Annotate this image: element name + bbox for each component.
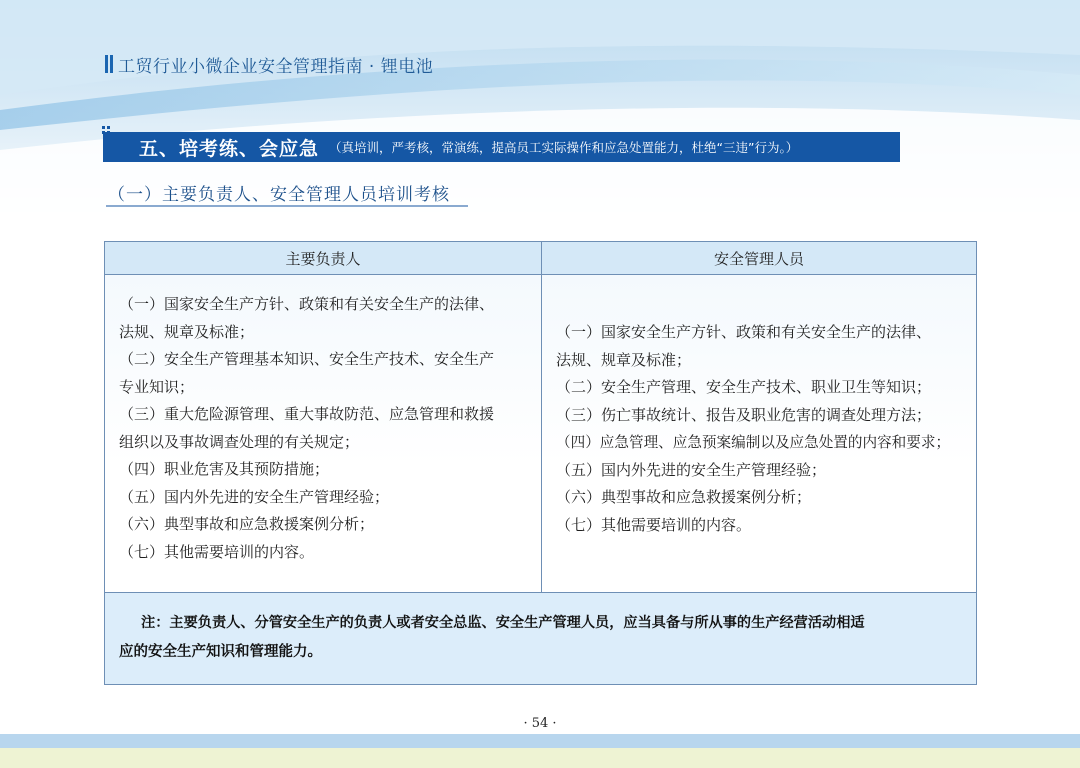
list-item: （二）安全生产管理基本知识、安全生产技术、安全生产 bbox=[119, 350, 495, 368]
list-item: 专业知识； bbox=[119, 377, 195, 396]
table-header-principal: 主要负责人 bbox=[105, 242, 542, 275]
running-header: 工贸行业小微企业安全管理指南 · 锂电池 bbox=[118, 57, 434, 77]
list-item: 组织以及事故调查处理的有关规定； bbox=[119, 432, 360, 451]
subsection-title: （一）主要负责人、安全管理人员培训考核 bbox=[108, 185, 450, 205]
table-header-safety-manager: 安全管理人员 bbox=[542, 242, 976, 275]
list-item: （三）伤亡事故统计、报告及职业危害的调查处理方法； bbox=[556, 405, 932, 424]
principal-content-cell bbox=[105, 275, 542, 592]
subsection-underline bbox=[106, 205, 468, 207]
section-banner bbox=[103, 132, 900, 162]
safety-manager-content-cell bbox=[542, 275, 976, 592]
list-item: （一）国家安全生产方针、政策和有关安全生产的法律、 bbox=[119, 295, 495, 313]
list-item: （六）典型事故和应急救援案例分析； bbox=[556, 488, 812, 506]
list-item: （五）国内外先进的安全生产管理经验； bbox=[119, 487, 390, 506]
list-item: （四）职业危害及其预防措施； bbox=[119, 460, 330, 478]
list-item: （四）应急管理、应急预案编制以及应急处置的内容和要求； bbox=[556, 434, 951, 451]
header-bar-icon bbox=[105, 55, 113, 73]
list-item: （一）国家安全生产方针、政策和有关安全生产的法律、 bbox=[556, 323, 932, 341]
corner-grid-icon bbox=[102, 126, 110, 134]
page-number: · 54 · bbox=[523, 716, 557, 731]
list-item: （五）国内外先进的安全生产管理经验； bbox=[556, 460, 827, 479]
section-subtitle: （真培训，严考核，常演练，提高员工实际操作和应急处置能力，杜绝“三违”行为。） bbox=[329, 140, 799, 155]
list-item: （七）其他需要培训的内容。 bbox=[119, 542, 315, 561]
note-line: 注：主要负责人、分管安全生产的负责人或者安全总监、安全生产管理人员，应当具备与所从事的生产经营活动相适 bbox=[141, 615, 865, 631]
list-item: （七）其他需要培训的内容。 bbox=[556, 515, 752, 534]
list-item: （三）重大危险源管理、重大事故防范、应急管理和救援 bbox=[119, 405, 495, 423]
note-line: 应的安全生产知识和管理能力。 bbox=[119, 644, 322, 660]
list-item: （六）典型事故和应急救援案例分析； bbox=[119, 515, 375, 533]
list-item: 法规、规章及标准； bbox=[556, 350, 692, 369]
table-note bbox=[105, 592, 976, 684]
list-item: （二）安全生产管理、安全生产技术、职业卫生等知识； bbox=[556, 378, 932, 396]
training-table bbox=[104, 241, 977, 685]
section-title: 五、培考练、会应急 bbox=[139, 137, 320, 160]
list-item: 法规、规章及标准； bbox=[119, 322, 255, 341]
